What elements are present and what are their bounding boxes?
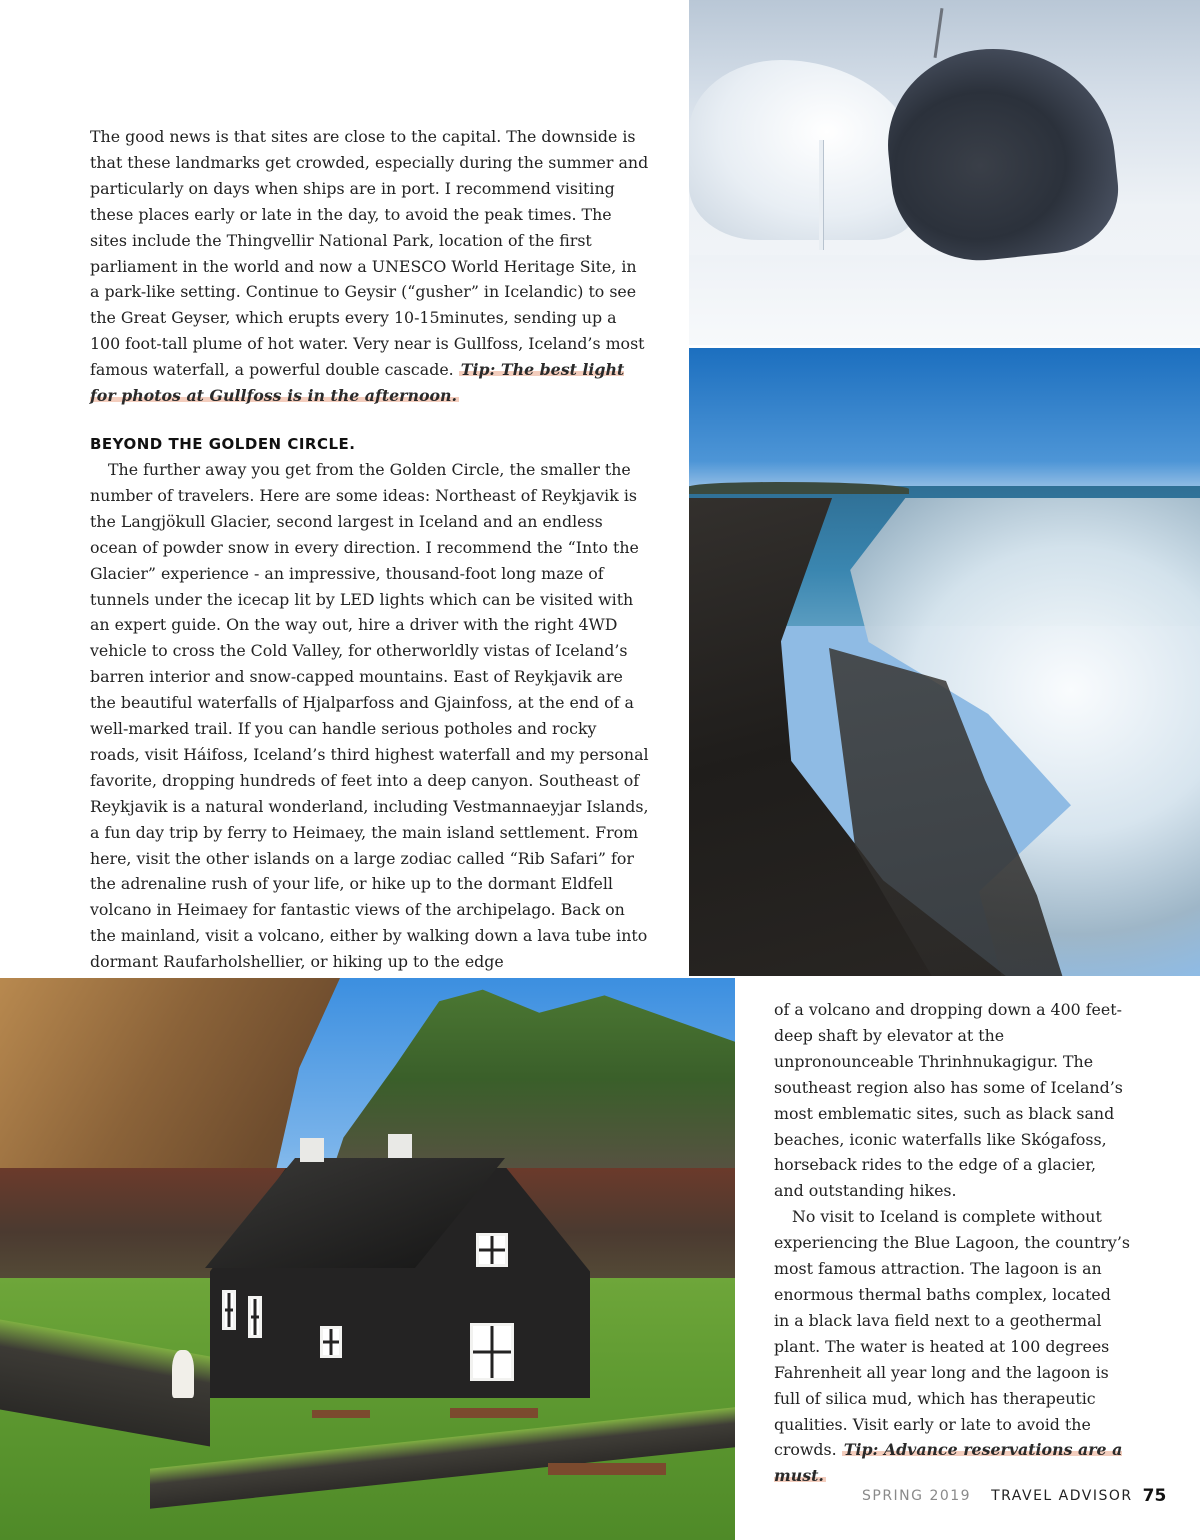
snow-ground (689, 255, 1200, 345)
snow-covered-tent (879, 37, 1125, 269)
black-sand-beach-photo (689, 348, 1200, 976)
article-paragraph (90, 124, 650, 409)
tent-pole (934, 8, 944, 58)
chimney (388, 1134, 412, 1158)
tip-highlight: Tip: The best light for photos at Gullfoss is in the afternoon. (90, 360, 625, 406)
tip-highlight: Tip: Advance reservations are a must. (774, 1440, 1123, 1486)
picnic-table (548, 1463, 666, 1475)
issue-label: SPRING 2019 (862, 1488, 972, 1504)
house-window (470, 1323, 514, 1381)
page-footer (862, 1484, 1167, 1508)
house-window (222, 1290, 236, 1330)
bench (312, 1410, 370, 1418)
article-paragraph: The further away you get from the Golden Circle, the smaller the number of travelers. Here are some ideas: Northeast of Reykjavik is the Langjökull Glacier, second largest in Iceland and an endless ocean of powder snow in every direction. I recommend the “Into the Glacier” experience - an impressive, thousand-foot long maze of tunnels under the icecap lit by LED lights which can be visited with an expert guide. On the way out, hire a driver with the right 4WD vehicle to cross the Cold Valley, for otherworldly vistas of Iceland’s barren interior and snow-capped mountains. East of Reykjavik are the beautiful waterfalls of Hjalparfoss and Gjainfoss, at the end of a well-marked trail. If you can handle serious potholes and rocky roads, visit Háifoss, Iceland’s third highest waterfall and my personal favorite, dropping hundreds of feet into a deep canyon. Southeast of Reykjavik is a natural wonderland, including Vestmannaeyjar Islands, a fun day trip by ferry to Heimaey, the main island settlement. From here, visit the other islands on a large zodiac called “Rib Safari” for the adrenaline rush of your life, or hike up to the dormant Eldfell volcano in Heimaey for fantastic views of the archipelago. Back on the mainland, visit a volcano, either by walking down a lava tube into dormant Raufarholshellier, or hiking up to the edge (90, 459, 649, 972)
house-window (320, 1326, 342, 1358)
section-heading: BEYOND THE GOLDEN CIRCLE. (90, 434, 356, 453)
article-side-column (774, 997, 1130, 1489)
article-paragraph (774, 1204, 1130, 1489)
page-number: 75 (1142, 1486, 1167, 1506)
house-window (248, 1296, 262, 1338)
magazine-name: TRAVEL ADVISOR (991, 1488, 1133, 1504)
house-window (476, 1233, 508, 1267)
paragraph-text: No visit to Iceland is complete without experiencing the Blue Lagoon, the country’s most famous attraction. The lagoon is an enormous thermal baths complex, located in a black lava field next to a geothermal plant. The water is heated at 100 degrees Fahrenheit all year long and the lagoon is full of silica mud, which has therapeutic qualities. Visit early or late to avoid the crowds. (774, 1207, 1130, 1460)
paragraph-text: The good news is that sites are close to the capital. The downside is that these landmarks get crowded, especially during the summer and particularly on days when ships are in port. I recommend visiting these places early or late in the day, to avoid the peak times. The sites include the Thingvellir National Park, location of the first parliament in the world and now a UNESCO World Heritage Site, in a park-like setting. Continue to Geysir (“gusher” in Icelandic) to see the Great Geyser, which erupts every 10-15minutes, sending up a 100 foot-tall plume of hot water. Very near is Gullfoss, Iceland’s most famous waterfall, a powerful double cascade. (90, 127, 649, 380)
bench (450, 1408, 538, 1418)
chimney (300, 1138, 324, 1162)
black-house-photo (0, 978, 735, 1540)
glacier-tent-photo (689, 0, 1200, 345)
snow-drift (689, 60, 919, 240)
white-statue (172, 1350, 194, 1398)
article-main-column (90, 124, 650, 975)
snow-stake (819, 140, 823, 250)
distant-headland (689, 482, 909, 494)
article-paragraph: of a volcano and dropping down a 400 feet-deep shaft by elevator at the unpronounceable Thrinhnukagigur. The southeast region also has some of Iceland’s most emblematic sites, such as black sand beaches, iconic waterfalls like Skógafoss, horseback rides to the edge of a glacier, and outstanding hikes. (774, 1000, 1123, 1201)
